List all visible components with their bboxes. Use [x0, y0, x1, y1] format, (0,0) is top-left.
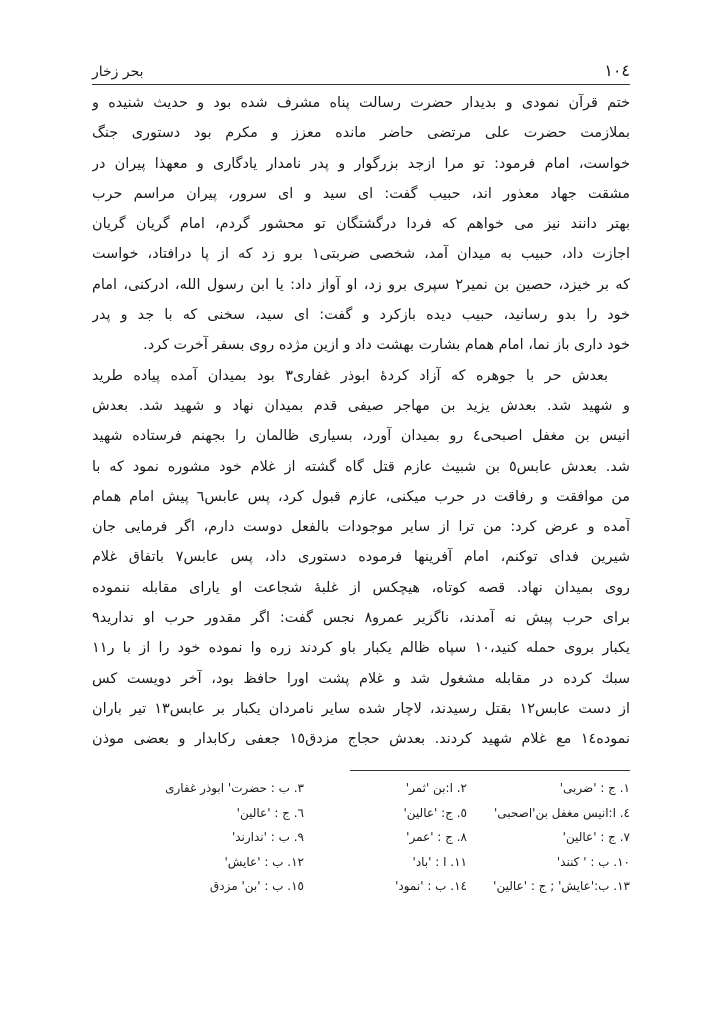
footnote-row — [140, 850, 630, 875]
footnote: ٧. ج : 'عالین' — [562, 830, 630, 844]
running-title: بحر زخار — [92, 64, 144, 80]
text-line: انیس بن مغفل اصبحی٤ رو بمیدان آورد، بسیاری ظالمان را بجهنم فرستاده شهید — [92, 428, 630, 445]
header-rule — [92, 84, 630, 85]
footnote-row — [140, 874, 630, 899]
text-line: شد. بعدش عابس٥ بن شبیث عازم قتل گاه گشته از غلام خود مشوره نمود که با — [92, 458, 630, 475]
page-header — [92, 54, 630, 80]
text-line: روی بمیدان نهاد. قصه کوتاه، هیچکس از غلبهٔ شجاعت او یارای مقابله ننموده — [92, 579, 630, 596]
text-line: نموده١٤ مع غلام شهید کردند. بعدش حجاج مزدق١٥ جعفی رکابدار و بعضی موذن — [92, 731, 630, 748]
text-line: خواست، امام فرمود: تو مرا ازجد بزرگوار و پدر نامدار یادگاری و معهذا پیران در — [92, 155, 630, 172]
text-line: یکبار بروی حمله کنید،١٠ سپاه ظالم یکبار باو کردند زره وا نموده خود را از با ر١١ — [92, 640, 630, 657]
footnote: ١٤. ب : 'نمود' — [395, 879, 467, 893]
text-line: ختم قرآن نمودی و بدیدار حضرت رسالت پناه مشرف شده بود و حدیث شنیده و — [92, 95, 630, 111]
text-line: من موافقت و رفاقت در حرب میکنی، عازم قبول کرد، پس عابس٦ پیش امام همام — [92, 488, 630, 505]
text-line: شیرین فدای توکنم، امام آفرینها فرموده دستوری داد، پس عابس٧ باتفاق غلام — [92, 549, 630, 566]
footnote-row — [140, 801, 630, 826]
footnote: ٢. ا:بن 'ثمر' — [405, 781, 467, 795]
footnote: ٦. ج : 'عالین' — [236, 805, 304, 820]
text-line: مشقت جهاد معذور اند، حبیب گفت: ای سید و ای سرور، پیران مراسم حرب — [92, 185, 630, 202]
footnote: ٣. ب : حضرت' ابوذر غفاری — [165, 781, 304, 795]
footnote: ٤. ا:انیس مغفل بن'اصحبی' — [493, 805, 630, 820]
text-line: و شهید شد. بعدش یزید بن مهاجر صیفی قدم بمیدان نهاد و شهید شد. بعدش — [92, 397, 630, 414]
text-line: بهتر دانند نیز می خواهم که فردا درگشتگان تو محشور گردم، امام گریان گریان — [92, 216, 630, 233]
text-line: اجازت داد، حبیب به میدان آمد، شخصی ضربتی١ برو زد که از پا درافتاد، خواست — [92, 246, 630, 263]
footnote-row — [140, 776, 630, 801]
text-line: بعدش حر با جوهره که آزاد کردهٔ ابوذر غفاری٣ بود بمیدان آمده پیاده طرید — [92, 367, 608, 384]
footnote: ٥. ج: 'عالین' — [403, 805, 467, 820]
text-line: بملازمت حضرت علی مرتضی حاضر مانده معزز و مکرم بود دستوری جنگ — [92, 125, 630, 142]
body-text — [92, 88, 630, 755]
footnote-row — [140, 825, 630, 850]
footnotes — [140, 776, 630, 899]
text-line: که بر خیزد، حصین بن نمیر٢ سپری برو زد، او آواز داد: یا ابن رسول الله، ادرکنی، امام — [92, 276, 630, 293]
page-number: ١٠٤ — [604, 61, 630, 80]
text-line: خود داری باز نما، امام همام بشارت بهشت داد و ازین مژده روی بسفر آخرت کرد. — [143, 337, 630, 354]
footnote-rule — [350, 770, 630, 771]
footnote: ١١. ا : 'باد' — [412, 854, 467, 869]
text-line: خود را بدو رسانید، حبیب دیده بازکرد و گفت: ای سید، سخنی که با جد و پدر — [92, 307, 630, 324]
text-line: برای حرب پیش نه آمدند، ناگزیر عمرو٨ نجس گفت: اگر مقدور حرب او ندارید٩ — [92, 610, 630, 627]
text-line: سبك کرده در مقابله مشغول شد و غلام پشت اورا حافظ بود، آخر دویست کس — [92, 670, 630, 687]
text-line: آمده و عرض کرد: من ترا از سایر موجودات بالفعل دوست دارم، اگر فرمایی جان — [92, 519, 630, 536]
footnote: ٩. ب : 'ندارند' — [231, 830, 304, 844]
text-line: از دست عابس١٢ بقتل رسیدند، لاچار شده سایر نامردان یکبار بر عابس١٣ تیر باران — [92, 700, 630, 717]
footnote: ١٣. ب:'عایش' ; ج : 'عالین' — [493, 879, 630, 893]
footnote: ٨. ج : 'عمر' — [406, 830, 467, 844]
footnote: ١٠. ب : ' کنند' — [556, 854, 630, 869]
footnote: ١. ج : 'ضربی' — [559, 781, 630, 795]
footnote: ١٥. ب : 'بن' مزدق — [209, 879, 304, 893]
footnote: ١٢. ب : 'عایش' — [224, 854, 304, 869]
